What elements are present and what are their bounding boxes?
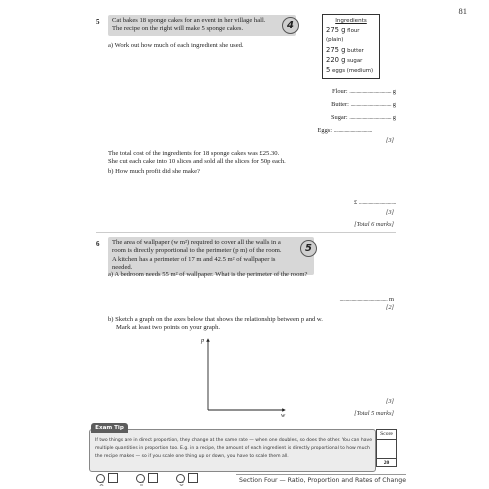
score-total: 20: [377, 458, 396, 468]
x-axis-label: w: [281, 412, 286, 419]
score-label: Score: [377, 430, 396, 440]
checkbox[interactable]: [148, 473, 158, 483]
total-6: [Total 5 marks]: [354, 410, 394, 417]
part-b-line: b) Sketch a graph on the axes below that shows the relationship between p and w.: [108, 316, 323, 323]
answer-line-profit[interactable]: £ ...............................: [354, 199, 396, 206]
answer-line-perimeter[interactable]: ........................................ m: [339, 296, 394, 303]
exam-tip-text: If two things are in direct proportion, they change at the same rate — when one doubles, so does the other. You can have multiple quantities in proportion too. E.g. in a recipe, the amount of each ingredient is directly proportional to how much the recipe makes — so if you scale one thing up or down, you have to scale them all.: [95, 438, 373, 459]
checkbox[interactable]: [108, 473, 118, 483]
sketch-axes[interactable]: [196, 334, 292, 418]
sad-face-icon[interactable]: [96, 474, 105, 483]
question-number-5: 5: [96, 18, 100, 26]
neutral-face-icon[interactable]: [136, 474, 145, 483]
difficulty-badge: 4: [282, 17, 299, 34]
marks-6b: [3]: [385, 398, 394, 405]
marks-5b: [3]: [385, 209, 394, 216]
score-entry[interactable]: [377, 440, 396, 458]
exam-tip-tab: Exam Tip: [91, 423, 128, 433]
question-divider: [96, 232, 396, 233]
question-6-prompt: [108, 237, 314, 275]
answer-line-sugar[interactable]: Sugar: ................................... g: [330, 114, 396, 121]
answer-line-butter[interactable]: Butter: .................................. g: [331, 101, 396, 108]
cost-line: She cut each cake into 10 slices and sold all the slices for 50p each.: [108, 158, 286, 166]
answer-line-eggs[interactable]: Eggs: ................................: [317, 127, 372, 134]
prompt-line: room is directly proportional to the perimeter (p m) of the room.: [112, 247, 282, 255]
ingredients-title: Ingredients: [335, 18, 367, 24]
answer-line-flour[interactable]: Flour: ................................... g: [332, 88, 396, 95]
ingredient-row: 275 g flour (plain): [326, 26, 360, 44]
prompt-line: Cat bakes 18 sponge cakes for an event in her village hall.: [112, 17, 266, 24]
self-assessment: [96, 473, 198, 483]
ingredient-row: 5 eggs (medium): [326, 66, 374, 75]
ingredient-row: 220 g sugar: [326, 55, 363, 64]
y-axis-label: p: [201, 337, 205, 344]
difficulty-badge: 5: [300, 240, 317, 257]
score-box: [376, 429, 397, 467]
question-6-part-a: a) A bedroom needs 55 m² of wallpaper. What is the perimeter of the room?: [108, 271, 308, 278]
checkbox[interactable]: [188, 473, 198, 483]
answer-lines-5a: [290, 85, 396, 137]
ingredient-row: 275 g butter: [326, 45, 364, 54]
footer-rule: [236, 474, 406, 475]
ingredients-box: [322, 14, 380, 79]
question-5-part-a: a) Work out how much of each ingredient she used.: [108, 42, 244, 49]
prompt-line: The recipe on the right will make 5 sponge cakes.: [112, 25, 244, 33]
footer-section-title: Section Four — Ratio, Proportion and Rates of Change: [239, 477, 406, 484]
marks-6a: [2]: [385, 304, 394, 311]
question-6-part-b: [108, 316, 323, 333]
happy-face-icon[interactable]: [176, 474, 185, 483]
part-b-line: Mark at least two points on your graph.: [116, 324, 221, 332]
page-number: 81: [458, 6, 467, 16]
question-5-part-b: b) How much profit did she make?: [108, 168, 200, 175]
question-5-cost-text: [108, 150, 286, 167]
total-5: [Total 6 marks]: [354, 221, 394, 228]
marks-5a: [3]: [385, 137, 394, 144]
question-number-6: 6: [96, 240, 100, 248]
cost-line: The total cost of the ingredients for 18 sponge cakes was £25.30.: [108, 150, 280, 157]
question-5-prompt: [108, 15, 296, 36]
prompt-line: A kitchen has a perimeter of 17 m and 42.5 m² of wallpaper is needed.: [112, 255, 276, 272]
prompt-line: The area of wallpaper (w m²) required to cover all the walls in a: [112, 239, 281, 246]
